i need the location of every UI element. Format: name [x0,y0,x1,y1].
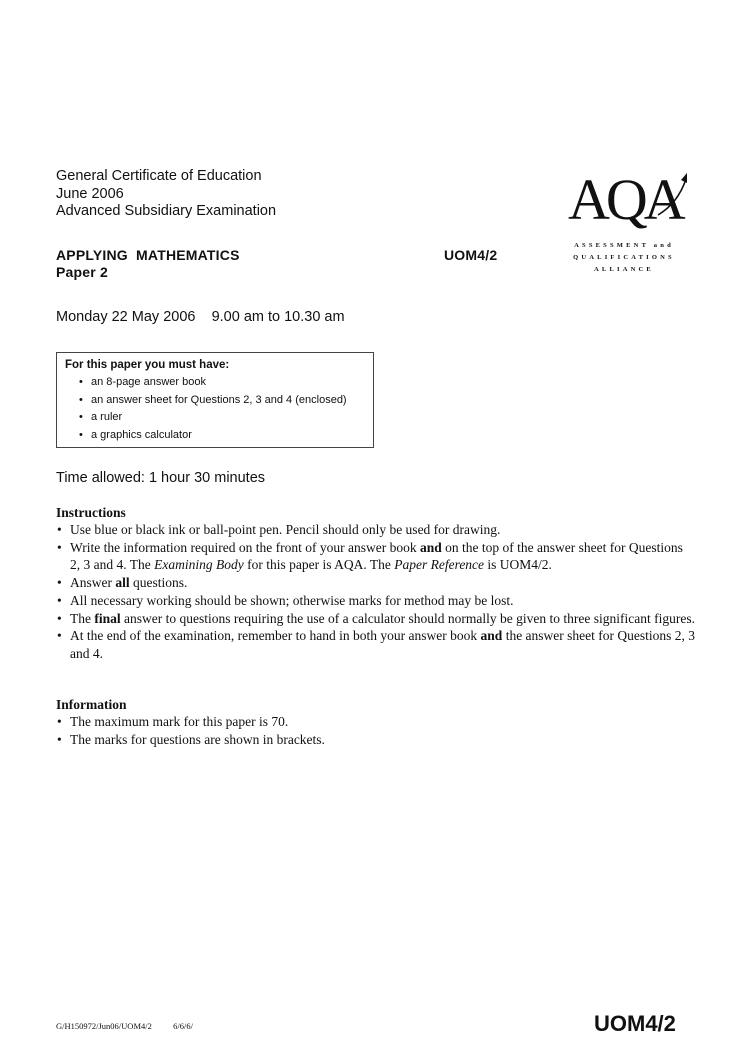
materials-heading: For this paper you must have: [65,359,230,371]
list-item: • The final answer to questions requiring the use of a calculator should normally be given to three significant figures. [56,610,696,628]
aqa-wordmark-icon [560,163,688,229]
logo-line-2: QUALIFICATIONS [573,254,675,261]
logo-line-3: ALLIANCE [594,266,654,273]
footer-reference: G/H150972/Jun06/UOM4/2 [56,1021,152,1031]
list-item: • an answer sheet for Questions 2, 3 and 4 (enclosed) [65,392,373,410]
materials-box [56,352,374,448]
list-item: • Answer all questions. [56,574,696,592]
instructions-heading: Instructions [56,505,126,520]
instructions-section [56,505,696,663]
list-item: • a ruler [65,409,373,427]
information-list [56,713,696,748]
time-allowed: Time allowed: 1 hour 30 minutes [56,470,266,486]
list-item: • a graphics calculator [65,427,373,445]
information-heading: Information [56,697,127,712]
list-item: • an 8-page answer book [65,374,373,392]
materials-list [65,374,373,444]
header-block [56,168,276,221]
list-item: • Use blue or black ink or ball-point pen. Pencil should only be used for drawing. [56,521,696,539]
exam-level: Advanced Subsidiary Examination [56,203,277,219]
list-item: • The marks for questions are shown in brackets. [56,731,696,749]
aqa-logo [560,163,688,273]
subject-title: APPLYING MATHEMATICS [56,247,240,263]
footer-reference-line [56,1021,193,1031]
exam-session: June 2006 [56,185,124,202]
list-item: • The maximum mark for this paper is 70. [56,713,696,731]
unit-code: UOM4/2 [444,247,498,263]
paper-number: Paper 2 [56,264,108,280]
exam-time: 9.00 am to 10.30 am [211,309,345,325]
list-item: • At the end of the examination, remember to hand in both your answer book and the answer sheet for Questions 2, 3 and 4. [56,627,696,662]
instructions-list [56,521,696,663]
svg-text:AQA: AQA [568,167,682,229]
information-section [56,697,696,748]
qualification-title: General Certificate of Education [56,168,262,184]
list-item: • Write the information required on the front of your answer book and on the top of the answer sheet for Questions 2, 3 and 4. The Examining Body for this paper is AQA. The Paper Reference is UOM4/2. [56,539,696,574]
logo-line-1: ASSESSMENT and [574,242,674,249]
footer-print-code: 6/6/6/ [173,1021,193,1031]
exam-day: Monday 22 May 2006 [56,309,196,325]
footer-unit-code: UOM4/2 [594,1011,676,1036]
exam-date-line [56,309,345,325]
list-item: • All necessary working should be shown; otherwise marks for method may be lost. [56,592,696,610]
